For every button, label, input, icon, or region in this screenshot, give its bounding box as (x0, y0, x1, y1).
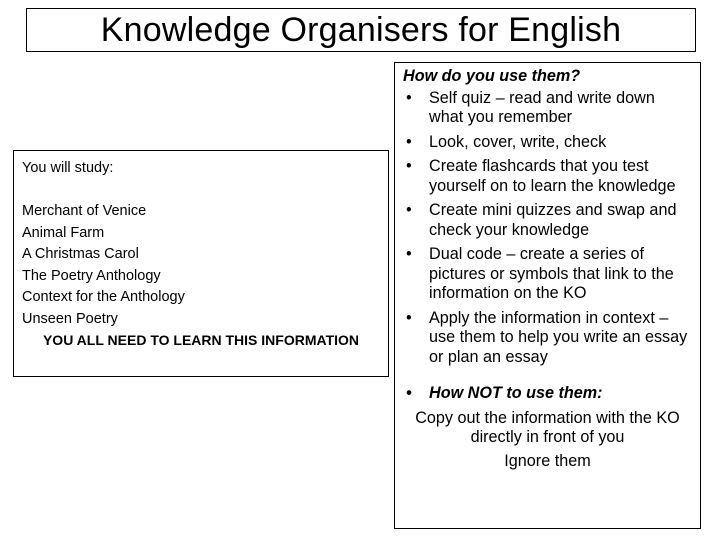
usage-item-text: Apply the information in context – use them to help you write an essay or plan an essay (429, 308, 688, 366)
usage-item (403, 245, 692, 304)
usage-item-text: Create mini quizzes and swap and check your knowledge (429, 201, 677, 239)
usage-heading: How do you use them? (403, 67, 581, 85)
bullet-icon: • (406, 245, 412, 263)
usage-item-text: Self quiz – read and write down what you remember (429, 88, 655, 126)
usage-item (403, 133, 692, 153)
study-item: Unseen Poetry (22, 310, 118, 327)
study-item: A Christmas Carol (22, 246, 139, 262)
study-intro: You will study: (22, 160, 114, 176)
usage-not-item: Copy out the information with the KO directly in front of you (415, 408, 680, 446)
study-item: The Poetry Anthology (22, 267, 161, 284)
usage-list (403, 89, 692, 404)
usage-item-text: Dual code – create a series of pictures or symbols that link to the information on the KO (429, 245, 674, 302)
study-item: Animal Farm (22, 224, 105, 241)
bullet-icon: • (406, 308, 412, 327)
bullet-icon: • (406, 132, 412, 151)
study-item: Merchant of Venice (22, 203, 147, 219)
usage-box (394, 62, 701, 529)
study-item: Context for the Anthology (22, 289, 185, 305)
usage-item (403, 157, 692, 196)
usage-item-text: Look, cover, write, check (429, 132, 607, 151)
usage-item-text: Create flashcards that you test yourself on to learn the knowledge (429, 157, 676, 195)
title-box (26, 8, 696, 52)
usage-not-heading: How NOT to use them: (429, 384, 603, 402)
page-title: Knowledge Organisers for English (100, 11, 622, 49)
usage-not-item: Ignore them (504, 451, 591, 470)
bullet-icon: • (406, 157, 412, 175)
usage-item (403, 201, 692, 240)
bullet-icon: • (406, 88, 412, 107)
usage-item (403, 309, 692, 368)
study-emphasis: YOU ALL NEED TO LEARN THIS INFORMATION (42, 332, 360, 348)
usage-not-heading-item (403, 384, 692, 404)
bullet-icon: • (406, 201, 412, 219)
bullet-icon: • (406, 384, 412, 402)
study-box (13, 150, 389, 377)
usage-item (403, 89, 692, 128)
spacer (22, 180, 380, 202)
